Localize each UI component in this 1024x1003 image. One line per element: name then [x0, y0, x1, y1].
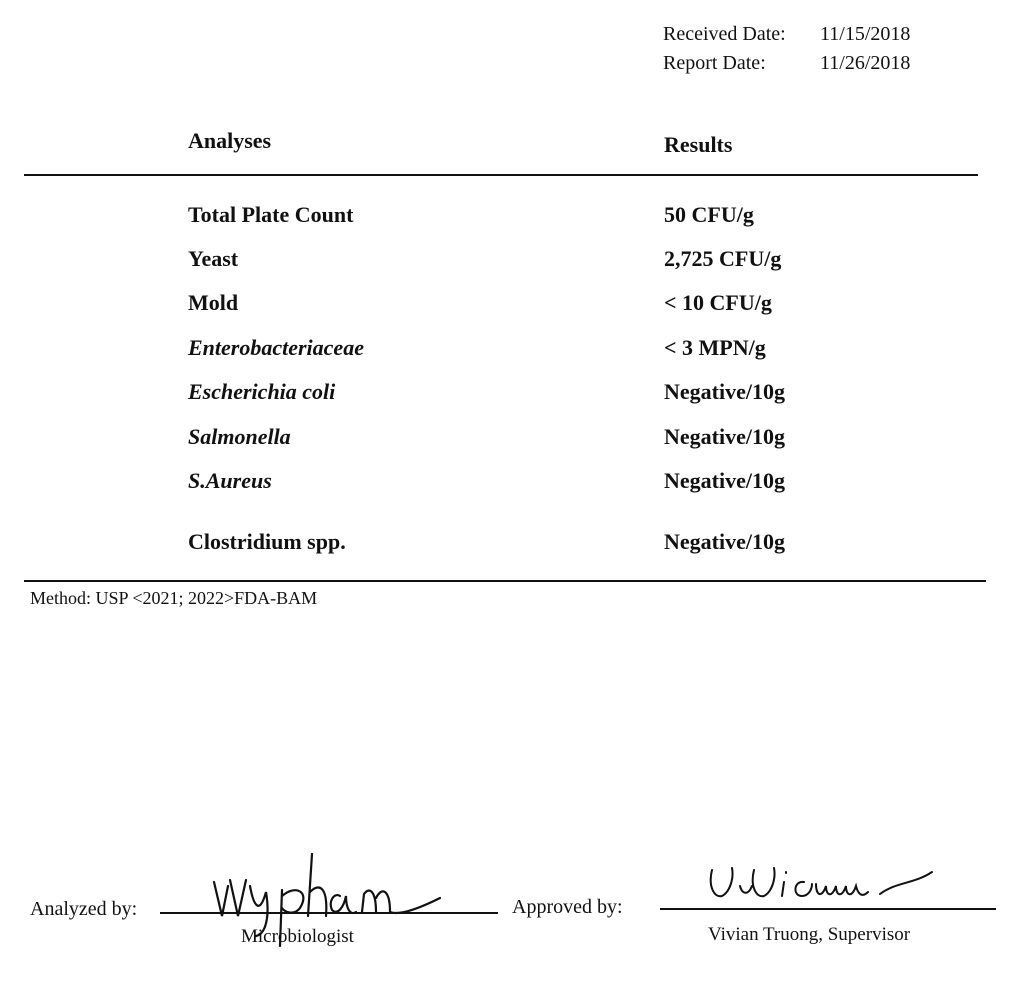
analyses-column-header: Analyses [188, 128, 272, 153]
analysis-result: 50 CFU/g [664, 202, 754, 227]
analysis-name: S.Aureus [188, 468, 272, 493]
analysis-name: Salmonella [188, 424, 291, 449]
analyzed-signature-image [200, 846, 480, 936]
analysis-result: Negative/10g [664, 379, 785, 404]
approved-by-name: Vivian Truong, Supervisor [708, 924, 911, 945]
approved-by-label: Approved by: [512, 896, 623, 918]
approved-signature-line [660, 908, 996, 910]
analyzed-by-label: Analyzed by: [30, 898, 138, 920]
report-date-row [663, 49, 910, 78]
method-note: Method: USP <2021; 2022>FDA-BAM [30, 588, 318, 608]
results-column-header: Results [664, 132, 733, 157]
analysis-name: Total Plate Count [188, 202, 354, 227]
analysis-name: Enterobacteriaceae [188, 335, 364, 360]
analysis-result: Negative/10g [664, 468, 785, 493]
report-date-value: 11/26/2018 [820, 52, 911, 74]
approved-signature-image [700, 858, 960, 908]
received-date-value: 11/15/2018 [820, 23, 911, 45]
footer-divider [24, 580, 986, 582]
analysis-result: Negative/10g [664, 529, 785, 554]
header-divider [24, 174, 978, 176]
received-date-row [663, 20, 910, 49]
analysis-name: Escherichia coli [188, 379, 336, 404]
analysis-result: < 3 MPN/g [664, 335, 766, 360]
analysis-name: Mold [188, 290, 239, 315]
analysis-result: < 10 CFU/g [664, 290, 772, 315]
analysis-name: Yeast [188, 246, 239, 271]
analysis-name: Clostridium spp. [188, 529, 346, 554]
analysis-result: 2,725 CFU/g [664, 246, 782, 271]
report-date-label: Report Date: [663, 52, 766, 74]
analysis-result: Negative/10g [664, 424, 785, 449]
received-date-label: Received Date: [663, 23, 786, 45]
analyzed-by-title: Microbiologist [241, 926, 354, 947]
report-dates [663, 20, 910, 78]
